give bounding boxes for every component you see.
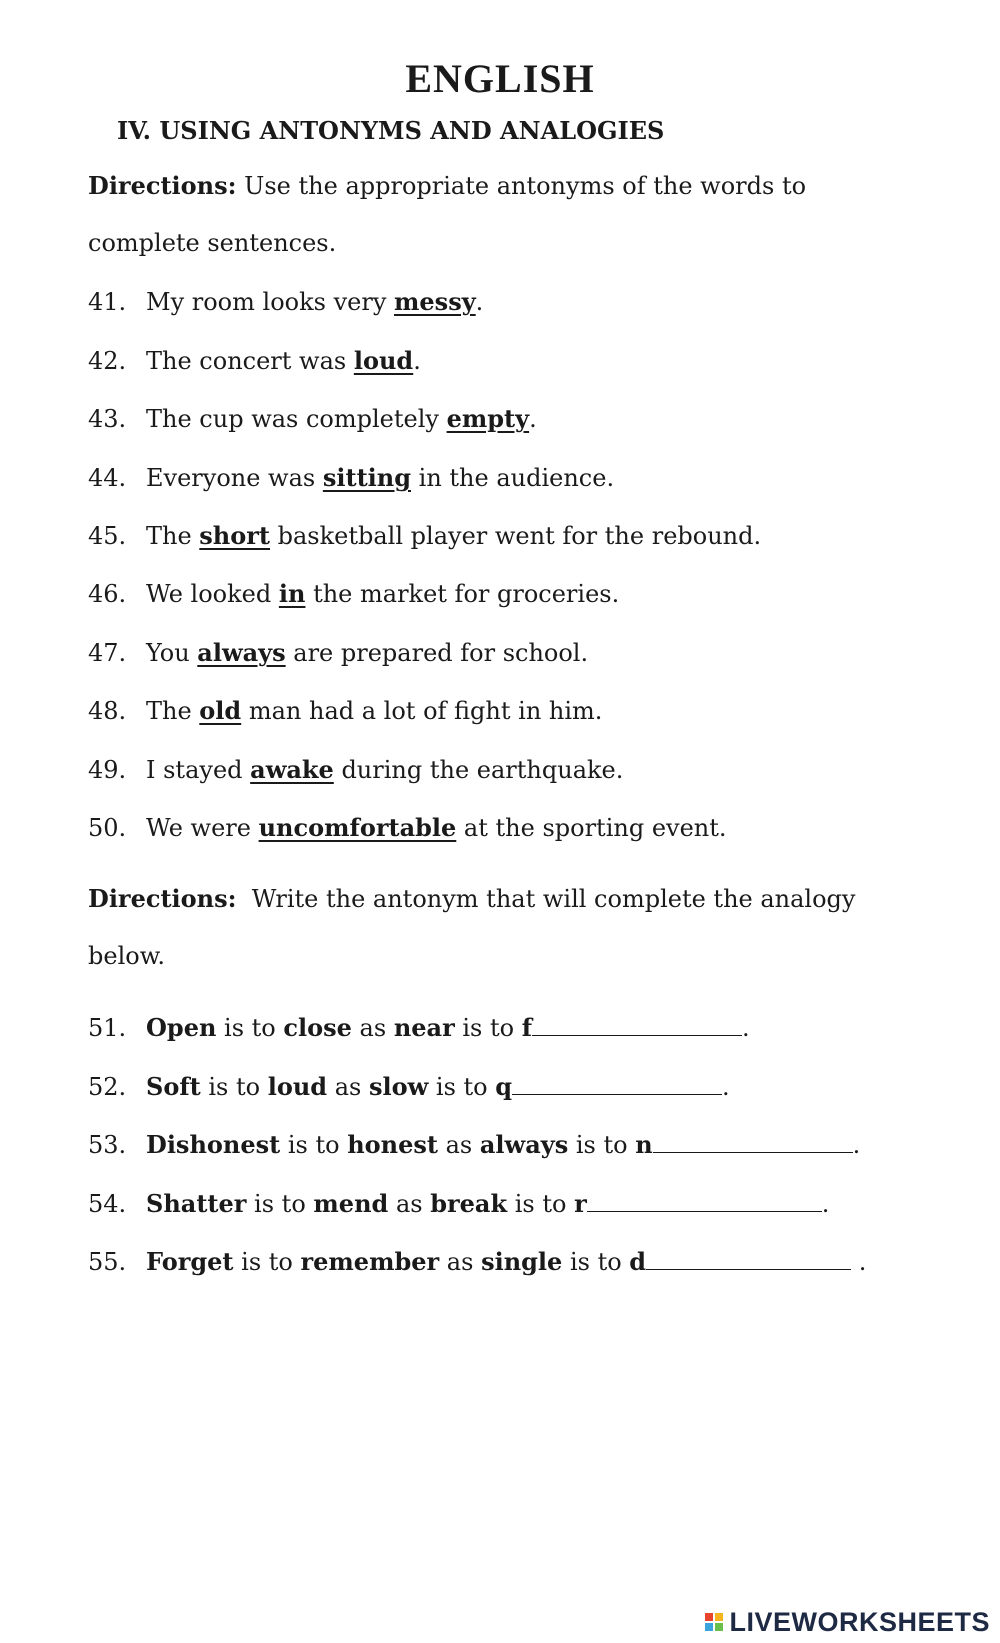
directions-1-line-2: complete sentences.: [88, 229, 337, 257]
target-word: in: [278, 579, 306, 608]
sentence-end: .: [722, 1073, 730, 1101]
answer-hint-letter: d: [629, 1247, 647, 1276]
analogy-connector: is to: [280, 1131, 348, 1159]
answer-blank[interactable]: [512, 1074, 722, 1095]
analogy-word: Dishonest: [146, 1130, 281, 1159]
analogy-item: [88, 1130, 968, 1159]
analogy-connector: is to: [562, 1248, 630, 1276]
target-word: messy: [394, 287, 476, 316]
item-number: 55.: [88, 1248, 127, 1276]
analogy-word: close: [283, 1013, 352, 1042]
logo-mark-icon: [705, 1613, 723, 1631]
answer-hint-letter: r: [574, 1189, 587, 1218]
analogy-connector: is to: [568, 1131, 636, 1159]
analogy-item: [88, 1013, 968, 1042]
liveworksheets-logo: [705, 1605, 990, 1639]
sentence-text: during the earthquake.: [333, 756, 624, 784]
target-word: awake: [250, 755, 334, 784]
item-number: 53.: [88, 1131, 127, 1159]
logo-text: LIVEWORKSHEETS: [729, 1606, 990, 1637]
analogy-connector: is to: [428, 1073, 496, 1101]
sentence-text: The concert was: [146, 347, 354, 375]
item-number: 45.: [88, 522, 127, 550]
analogy-connector: is to: [200, 1073, 268, 1101]
answer-hint-letter: f: [521, 1013, 533, 1042]
sentence-text: the market for groceries.: [305, 580, 620, 608]
page-title: ENGLISH: [405, 56, 595, 101]
directions-2-line-1: [88, 884, 968, 913]
target-word: old: [199, 696, 242, 725]
analogy-word: Open: [146, 1013, 217, 1042]
sentence-item: [88, 696, 968, 725]
sentence-text: man had a lot of fight in him.: [241, 697, 603, 725]
analogy-connector: as: [388, 1190, 431, 1218]
sentence-text: .: [413, 347, 421, 375]
answer-hint-letter: n: [635, 1130, 653, 1159]
analogy-word: honest: [347, 1130, 438, 1159]
directions-1-label: Directions:: [88, 171, 237, 200]
analogy-connector: as: [327, 1073, 369, 1101]
section-subtitle: IV. USING ANTONYMS AND ANALOGIES: [117, 116, 665, 145]
analogy-connector: is to: [454, 1014, 522, 1042]
item-number: 50.: [88, 814, 127, 842]
analogy-word: near: [393, 1013, 455, 1042]
item-number: 49.: [88, 756, 127, 784]
analogy-connector: is to: [507, 1190, 575, 1218]
directions-1-line-1: [88, 171, 968, 200]
directions-2-line-2: below.: [88, 942, 166, 970]
target-word: loud: [353, 346, 414, 375]
target-word: uncomfortable: [258, 813, 457, 842]
answer-blank[interactable]: [587, 1191, 822, 1212]
item-number: 42.: [88, 347, 127, 375]
target-word: empty: [446, 404, 530, 433]
analogy-item: [88, 1189, 968, 1218]
item-number: 44.: [88, 464, 127, 492]
target-word: always: [197, 638, 286, 667]
target-word: sitting: [322, 463, 412, 492]
analogy-connector: as: [437, 1131, 480, 1159]
analogy-word: Forget: [146, 1247, 234, 1276]
sentence-text: The: [146, 522, 200, 550]
sentence-end: .: [742, 1014, 750, 1042]
analogy-word: remember: [300, 1247, 440, 1276]
analogy-word: slow: [368, 1072, 429, 1101]
logo-square: [715, 1623, 723, 1631]
sentence-text: in the audience.: [411, 464, 615, 492]
sentence-end: .: [821, 1190, 830, 1218]
sentence-text: The: [146, 697, 200, 725]
answer-blank[interactable]: [646, 1249, 851, 1270]
sentence-text: You: [146, 639, 198, 667]
sentence-text: .: [475, 288, 484, 316]
logo-square: [705, 1623, 713, 1631]
answer-blank[interactable]: [532, 1015, 742, 1036]
directions-2-label: Directions:: [88, 884, 237, 913]
sentence-text: .: [529, 405, 537, 433]
item-number: 41.: [88, 288, 127, 316]
logo-square: [715, 1613, 723, 1621]
analogy-item: [88, 1072, 968, 1101]
analogy-connector: as: [351, 1014, 394, 1042]
sentence-item: [88, 755, 968, 784]
sentence-end: .: [852, 1131, 861, 1159]
analogy-connector: is to: [233, 1248, 301, 1276]
analogy-item: [88, 1247, 968, 1276]
item-number: 54.: [88, 1190, 127, 1218]
analogy-word: single: [481, 1247, 563, 1276]
sentence-text: The cup was completely: [146, 405, 447, 433]
directions-2-text: Write the antonym that will complete the analogy: [236, 885, 856, 913]
item-number: 46.: [88, 580, 127, 608]
analogy-word: always: [479, 1130, 569, 1159]
sentence-item: [88, 287, 968, 316]
analogy-connector: as: [439, 1248, 482, 1276]
sentence-text: We looked: [146, 580, 279, 608]
sentence-item: [88, 638, 968, 667]
item-number: 47.: [88, 639, 127, 667]
analogy-connector: is to: [216, 1014, 284, 1042]
item-number: 52.: [88, 1073, 127, 1101]
sentence-text: I stayed: [146, 756, 251, 784]
sentence-text: at the sporting event.: [456, 814, 727, 842]
sentence-text: My room looks very: [146, 288, 395, 316]
sentence-item: [88, 463, 968, 492]
sentence-item: [88, 346, 968, 375]
analogy-word: break: [430, 1189, 508, 1218]
answer-blank[interactable]: [653, 1132, 853, 1153]
analogy-connector: is to: [246, 1190, 314, 1218]
sentence-item: [88, 404, 968, 433]
sentence-end: .: [851, 1248, 867, 1276]
analogy-word: loud: [267, 1072, 328, 1101]
sentence-text: We were: [146, 814, 259, 842]
directions-1-text: Use the appropriate antonyms of the words to: [236, 172, 807, 200]
item-number: 48.: [88, 697, 127, 725]
sentence-text: are prepared for school.: [285, 639, 589, 667]
answer-hint-letter: q: [495, 1072, 513, 1101]
item-number: 43.: [88, 405, 127, 433]
item-number: 51.: [88, 1014, 127, 1042]
analogy-word: Soft: [146, 1072, 201, 1101]
target-word: short: [199, 521, 270, 550]
logo-square: [705, 1613, 713, 1621]
sentence-text: basketball player went for the rebound.: [270, 522, 762, 550]
sentence-item: [88, 521, 968, 550]
analogy-word: mend: [313, 1189, 389, 1218]
sentence-text: Everyone was: [146, 464, 323, 492]
sentence-item: [88, 813, 968, 842]
sentence-item: [88, 579, 968, 608]
analogy-word: Shatter: [146, 1189, 247, 1218]
